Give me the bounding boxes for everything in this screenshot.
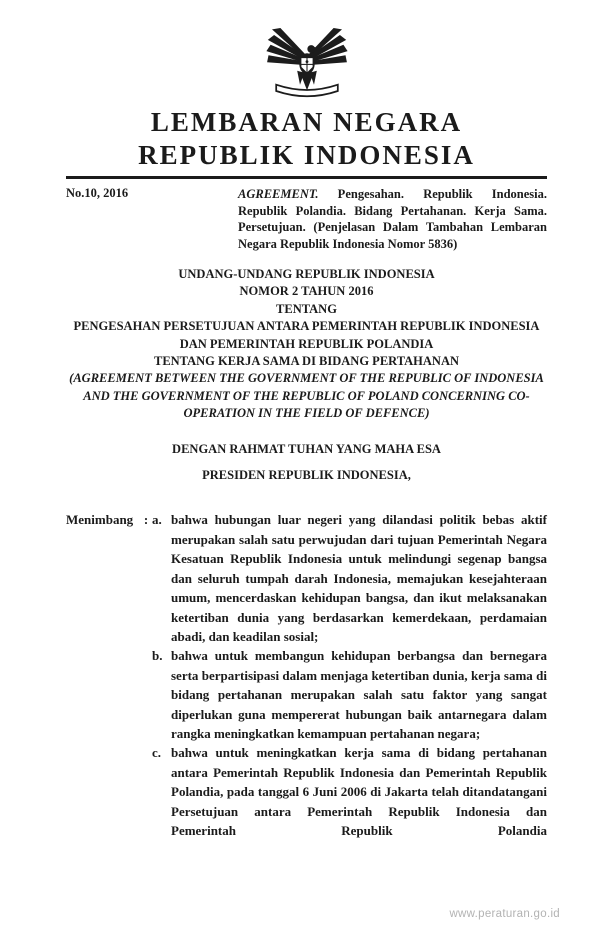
header-divider — [66, 176, 547, 179]
considerations-list — [152, 510, 547, 840]
item-text: bahwa hubungan luar negeri yang dilandasi politik bebas aktif merupakan salah satu perwujudan dari tujuan Pemerintah Negara Kesatuan Republik Indonesia untuk melindungi segenap bangsa dan seluruh tumpah darah Indonesia, memajukan kesejahteraan umum, mencerdaskan kehidupan bangsa, dan ikut melaksanakan ketertiban dunia yang berdasarkan kemerdekaan, perdamaian abadi, dan keadilan sosial; — [171, 512, 547, 644]
considerations-colon: : — [143, 512, 149, 528]
masthead-line1: LEMBARAN NEGARA — [150, 107, 463, 137]
item-text: bahwa untuk membangun kehidupan berbangsa dan bernegara serta berpartisipasi dalam menjaga ketertiban dunia, kerja sama di bidang pertahanan merupakan salah satu faktor yang sangat diperlukan guna mempererat hubungan baik antarnegara dalam rangka meningkatkan kemampuan pertahanan negara; — [171, 648, 547, 741]
garuda-pancasila-emblem-icon — [265, 24, 349, 102]
masthead-line2: REPUBLIK INDONESIA — [138, 140, 475, 170]
preamble-invocation: DENGAN RAHMAT TUHAN YANG MAHA ESA — [172, 441, 441, 456]
item-text: bahwa untuk meningkatkan kerja sama di bidang pertahanan antara Pemerintah Republik Indonesia dan Pemerintah Republik Polandia, pada tanggal 6 Juni 2006 di Jakarta telah ditandatangani Persetujuan antara Pemerintah Republik Indonesia dan Pemerintah Republik Polandia — [171, 745, 547, 838]
masthead — [66, 106, 547, 172]
act-title-line2: NOMOR 2 TAHUN 2016 — [239, 284, 374, 299]
item-letter: c. — [152, 745, 162, 761]
gazette-number: No.10, 2016 — [66, 186, 129, 200]
act-title-line3: TENTANG — [276, 301, 337, 316]
gazette-abstract — [238, 186, 547, 252]
act-title-line1: UNDANG-UNDANG REPUBLIK INDONESIA — [178, 267, 435, 281]
act-title-line4: PENGESAHAN PERSETUJUAN ANTARA PEMERINTAH REPUBLIK INDONESIA DAN PEMERINTAH REPUBLIK POLANDIA — [73, 319, 540, 351]
gazette-header-row — [66, 186, 547, 252]
consideration-item-c — [152, 743, 547, 840]
consideration-item-a — [152, 510, 547, 646]
preamble — [66, 441, 547, 485]
act-title-block — [66, 266, 547, 423]
abstract-text: Pengesahan. Republik Indonesia. Republik Polandia. Bidang Pertahanan. Kerja Sama. Persetujuan. (Penjelasan Dalam Tambahan Lembaran Negara Republik Indonesia Nomor 5836) — [238, 187, 547, 251]
item-letter: a. — [152, 512, 162, 528]
considerations-section — [66, 510, 547, 840]
act-title-english: (AGREEMENT BETWEEN THE GOVERNMENT OF THE REPUBLIC OF INDONESIA AND THE GOVERNMENT OF THE REPUBLIC OF POLAND CONCERNING CO-OPERATION IN THE FIELD OF DEFENCE) — [69, 371, 544, 421]
consideration-item-b — [152, 646, 547, 743]
preamble-authority: PRESIDEN REPUBLIK INDONESIA, — [202, 468, 411, 483]
act-title-line5: TENTANG KERJA SAMA DI BIDANG PERTAHANAN — [153, 354, 460, 369]
considerations-label: Menimbang — [66, 512, 134, 528]
abstract-foreign-term: AGREEMENT. — [238, 187, 319, 201]
item-letter: b. — [152, 648, 163, 664]
watermark-url: www.peraturan.go.id — [449, 908, 560, 920]
